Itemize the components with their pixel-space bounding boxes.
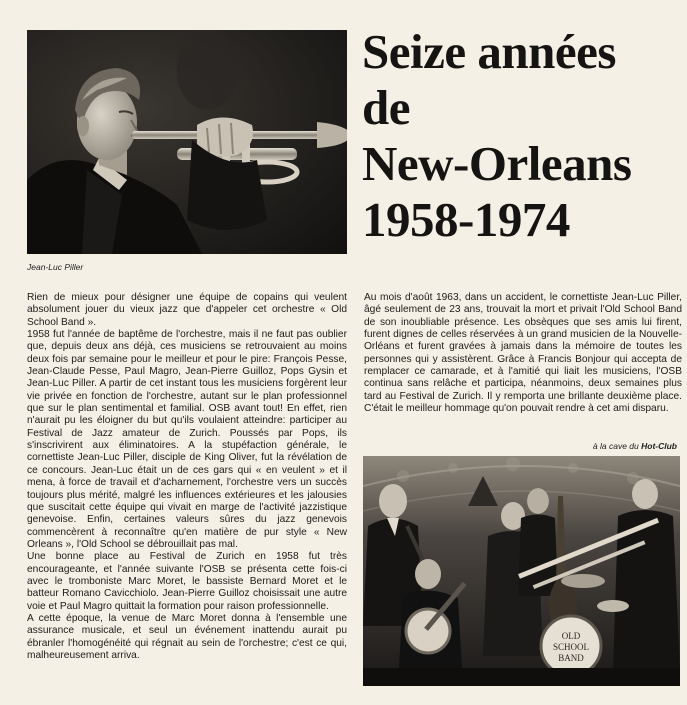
jazz-band-photo [363, 456, 680, 686]
title-line-1: Seize années [362, 24, 616, 79]
jazz-band-photo-icon [363, 456, 680, 686]
top-photo-caption: Jean-Luc Piller [27, 262, 84, 272]
article-paragraph: Au mois d'août 1963, dans un accident, le cornettiste Jean-Luc Piller, âgé seulement de 23 ans, trouvait la mort et privait l'Old School Band de son inoubliable présence. Les obsèques que ses amis lui firent, furent dignes de celles réservées à un grand musicien de la Nouvelle-Orléans et furent gravées à jamais dans la mémoire de toutes les personnes qui y assistèrent. Grâce à Francis Bonjour qui accepta de remplacer ce camarade, et à l'amitié qui liait les musiciens, l'OSB continua sans relâche et participa, néanmoins, deux semaines plus tard au Festival de Zurich. Il y remporta une brillante deuxième place. C'était le meilleur hommage qu'on pouvait rendre à cet ami disparu. [364, 292, 682, 415]
bass-drum-lettering-2: SCHOOL [552, 642, 590, 652]
article-right-column [364, 292, 682, 415]
article-left-column [27, 292, 347, 662]
title-line-2: de [362, 80, 410, 135]
trumpet-player-photo [27, 30, 347, 254]
bass-drum-lettering-1: OLD [561, 631, 581, 641]
bass-drum-lettering-3: BAND [558, 653, 584, 663]
caption-place: Hot-Club [641, 441, 677, 451]
article-paragraph: Rien de mieux pour désigner une équipe de copains qui veulent absolument jouer du vieux jazz que d'appeler cet orchestre « Old School Band ». [27, 292, 347, 328]
trumpet-player-photo-icon [27, 30, 347, 254]
article-paragraph: 1958 fut l'année de baptême de l'orchestre, mais il ne faut pas oublier que, depuis deux ans déjà, ces musiciens se retrouvaient au moins deux fois par semaine pour le meilleur et pour le pire: François Pesse, Jean-Claude Pesse, Paul Magro, Jean-Pierre Guilloz, Pops Gysin et Jean-Luc Piller. A partir de cet instant tous les musiciens forgèrent leur vie privée en fonction de l'orchestre, autant sur le plan professionnel que sur le plan sentimental et familial. OSB avant tout! En effet, rien n'aurait pu les éloigner du but qu'ils voulaient atteindre: participer au Festival de Jazz amateur de Zurich. Poussés par Pops, ils s'inscrivirent aux éliminatoires. A la stupéfaction générale, le cornettiste Jean-Luc Piller, disciple de King Oliver, fut la révélation de ce concours. Jean-Luc était un de ces gars qui « en veulent » et il mena, à force de travail et d'acharnement, l'orchestre vers un succès toujours plus mérité, malgré les influences extérieures et les jalousies que suscitait cette équipe qui vivait en marge de l'activité jazzistique genevoise. Enfin, certaines valeurs sûres du jazz genevois commencèrent à reconnaître qu'en matière de pur style « New Orleans », l'Old School se débrouillait pas mal. [27, 329, 347, 550]
bottom-photo-caption [593, 441, 677, 451]
page-title [362, 24, 682, 248]
article-paragraph: Une bonne place au Festival de Zurich en 1958 fut très encourageante, et l'année suivante l'OSB se présenta cette fois-ci avec le tromboniste Marc Moret, le bassiste Bernard Moret et le batteur Romano Cavicchiolo. Jean-Pierre Guilloz choisissait une autre voie et Paul Magro quittait la formation pour raison professionnelle. [27, 551, 347, 612]
caption-prefix: à la cave du [592, 441, 642, 451]
title-line-3: New-Orleans [362, 136, 632, 191]
article-paragraph: A cette époque, la venue de Marc Moret donna à l'ensemble une assurance musicale, et seul un événement inattendu aurait pu ébranler l'homogénéité qui régnait au sein de l'orchestre; c'est ce qui, malheureusement arriva. [27, 612, 347, 661]
title-line-4: 1958-1974 [362, 192, 570, 247]
